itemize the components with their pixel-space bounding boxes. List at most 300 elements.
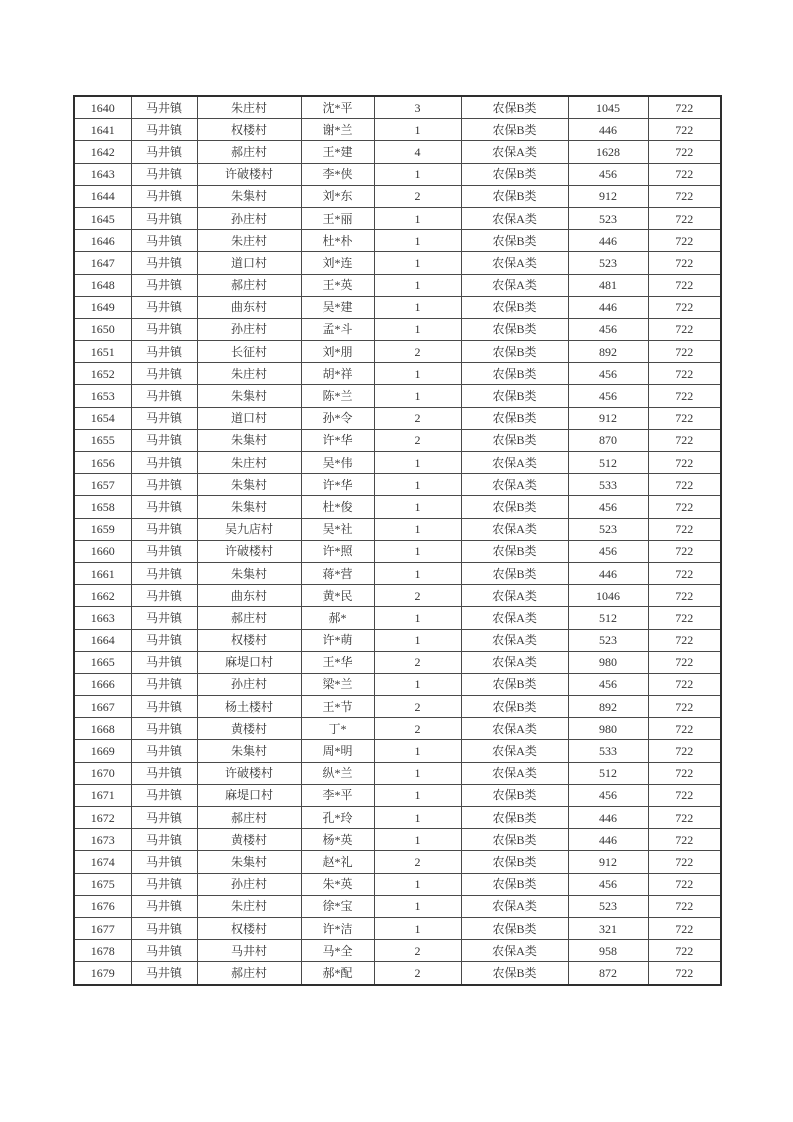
cell-code: 722 — [648, 230, 721, 252]
cell-amount: 980 — [568, 651, 648, 673]
cell-count: 1 — [374, 784, 461, 806]
cell-count: 1 — [374, 740, 461, 762]
cell-count: 2 — [374, 696, 461, 718]
cell-serial: 1641 — [74, 119, 131, 141]
cell-code: 722 — [648, 163, 721, 185]
cell-village: 郝庄村 — [197, 274, 301, 296]
cell-town: 马井镇 — [131, 274, 197, 296]
cell-amount: 456 — [568, 540, 648, 562]
cell-category: 农保A类 — [461, 607, 568, 629]
cell-serial: 1643 — [74, 163, 131, 185]
cell-name: 马*全 — [301, 940, 374, 962]
cell-code: 722 — [648, 318, 721, 340]
cell-village: 朱集村 — [197, 385, 301, 407]
cell-town: 马井镇 — [131, 363, 197, 385]
table-row — [74, 496, 721, 518]
cell-serial: 1646 — [74, 230, 131, 252]
cell-category: 农保B类 — [461, 673, 568, 695]
cell-amount: 456 — [568, 784, 648, 806]
cell-code: 722 — [648, 562, 721, 584]
cell-village: 孙庄村 — [197, 207, 301, 229]
cell-count: 1 — [374, 673, 461, 695]
cell-town: 马井镇 — [131, 163, 197, 185]
cell-serial: 1656 — [74, 452, 131, 474]
cell-town: 马井镇 — [131, 851, 197, 873]
cell-name: 梁*兰 — [301, 673, 374, 695]
cell-serial: 1664 — [74, 629, 131, 651]
cell-name: 王*华 — [301, 651, 374, 673]
cell-amount: 912 — [568, 407, 648, 429]
cell-code: 722 — [648, 917, 721, 939]
cell-amount: 523 — [568, 629, 648, 651]
cell-town: 马井镇 — [131, 740, 197, 762]
cell-amount: 321 — [568, 917, 648, 939]
cell-name: 周*明 — [301, 740, 374, 762]
cell-name: 吴*伟 — [301, 452, 374, 474]
cell-serial: 1674 — [74, 851, 131, 873]
cell-serial: 1645 — [74, 207, 131, 229]
cell-count: 1 — [374, 230, 461, 252]
cell-amount: 892 — [568, 341, 648, 363]
cell-village: 郝庄村 — [197, 607, 301, 629]
cell-amount: 870 — [568, 429, 648, 451]
cell-code: 722 — [648, 407, 721, 429]
table-row — [74, 429, 721, 451]
cell-village: 曲东村 — [197, 585, 301, 607]
cell-amount: 446 — [568, 829, 648, 851]
table-row — [74, 895, 721, 917]
cell-code: 722 — [648, 385, 721, 407]
cell-category: 农保B类 — [461, 318, 568, 340]
cell-name: 王*丽 — [301, 207, 374, 229]
cell-category: 农保A类 — [461, 740, 568, 762]
cell-town: 马井镇 — [131, 829, 197, 851]
table-row — [74, 163, 721, 185]
cell-town: 马井镇 — [131, 562, 197, 584]
cell-village: 权楼村 — [197, 917, 301, 939]
table-row — [74, 385, 721, 407]
table-row — [74, 873, 721, 895]
cell-category: 农保A类 — [461, 252, 568, 274]
cell-amount: 446 — [568, 230, 648, 252]
table-row — [74, 318, 721, 340]
cell-category: 农保B类 — [461, 296, 568, 318]
cell-village: 麻堤口村 — [197, 784, 301, 806]
cell-category: 农保A类 — [461, 940, 568, 962]
cell-category: 农保B类 — [461, 429, 568, 451]
cell-village: 朱庄村 — [197, 895, 301, 917]
cell-village: 朱集村 — [197, 429, 301, 451]
cell-village: 郝庄村 — [197, 141, 301, 163]
cell-count: 2 — [374, 851, 461, 873]
cell-amount: 512 — [568, 762, 648, 784]
cell-amount: 456 — [568, 496, 648, 518]
cell-name: 李*平 — [301, 784, 374, 806]
cell-code: 722 — [648, 429, 721, 451]
cell-count: 1 — [374, 629, 461, 651]
cell-town: 马井镇 — [131, 940, 197, 962]
table-row — [74, 518, 721, 540]
cell-code: 722 — [648, 296, 721, 318]
cell-serial: 1663 — [74, 607, 131, 629]
cell-count: 1 — [374, 274, 461, 296]
cell-count: 1 — [374, 762, 461, 784]
cell-village: 孙庄村 — [197, 673, 301, 695]
table-row — [74, 651, 721, 673]
cell-name: 孟*斗 — [301, 318, 374, 340]
cell-name: 沈*平 — [301, 96, 374, 119]
cell-name: 李*侠 — [301, 163, 374, 185]
cell-code: 722 — [648, 119, 721, 141]
cell-village: 朱集村 — [197, 562, 301, 584]
cell-code: 722 — [648, 341, 721, 363]
cell-amount: 512 — [568, 607, 648, 629]
cell-town: 马井镇 — [131, 96, 197, 119]
table-row — [74, 185, 721, 207]
cell-amount: 980 — [568, 718, 648, 740]
cell-town: 马井镇 — [131, 651, 197, 673]
cell-serial: 1649 — [74, 296, 131, 318]
records-table — [73, 95, 722, 986]
cell-category: 农保B类 — [461, 917, 568, 939]
table-row — [74, 940, 721, 962]
cell-village: 郝庄村 — [197, 962, 301, 985]
cell-count: 1 — [374, 807, 461, 829]
cell-code: 722 — [648, 207, 721, 229]
cell-amount: 533 — [568, 474, 648, 496]
cell-village: 孙庄村 — [197, 873, 301, 895]
cell-name: 郝*配 — [301, 962, 374, 985]
cell-serial: 1655 — [74, 429, 131, 451]
cell-village: 道口村 — [197, 252, 301, 274]
cell-serial: 1650 — [74, 318, 131, 340]
cell-serial: 1666 — [74, 673, 131, 695]
cell-category: 农保B类 — [461, 562, 568, 584]
cell-category: 农保B类 — [461, 230, 568, 252]
cell-category: 农保A类 — [461, 452, 568, 474]
cell-category: 农保B类 — [461, 873, 568, 895]
cell-village: 吴九店村 — [197, 518, 301, 540]
cell-name: 赵*礼 — [301, 851, 374, 873]
cell-amount: 446 — [568, 119, 648, 141]
cell-name: 孔*玲 — [301, 807, 374, 829]
cell-code: 722 — [648, 585, 721, 607]
cell-amount: 523 — [568, 207, 648, 229]
table-row — [74, 807, 721, 829]
cell-code: 722 — [648, 829, 721, 851]
cell-town: 马井镇 — [131, 873, 197, 895]
cell-count: 1 — [374, 540, 461, 562]
cell-town: 马井镇 — [131, 385, 197, 407]
cell-name: 孙*令 — [301, 407, 374, 429]
table-row — [74, 585, 721, 607]
cell-village: 麻堤口村 — [197, 651, 301, 673]
cell-count: 1 — [374, 562, 461, 584]
cell-amount: 446 — [568, 562, 648, 584]
cell-name: 胡*祥 — [301, 363, 374, 385]
cell-count: 2 — [374, 185, 461, 207]
cell-village: 许破楼村 — [197, 540, 301, 562]
table-row — [74, 740, 721, 762]
table-row — [74, 829, 721, 851]
cell-serial: 1651 — [74, 341, 131, 363]
cell-count: 1 — [374, 917, 461, 939]
cell-code: 722 — [648, 629, 721, 651]
cell-count: 2 — [374, 718, 461, 740]
cell-count: 2 — [374, 585, 461, 607]
cell-code: 722 — [648, 607, 721, 629]
cell-serial: 1662 — [74, 585, 131, 607]
cell-code: 722 — [648, 673, 721, 695]
cell-amount: 456 — [568, 318, 648, 340]
cell-category: 农保B类 — [461, 163, 568, 185]
cell-category: 农保A类 — [461, 207, 568, 229]
cell-name: 刘*朋 — [301, 341, 374, 363]
table-row — [74, 851, 721, 873]
cell-village: 郝庄村 — [197, 807, 301, 829]
cell-town: 马井镇 — [131, 917, 197, 939]
cell-code: 722 — [648, 807, 721, 829]
cell-village: 黄楼村 — [197, 829, 301, 851]
cell-serial: 1667 — [74, 696, 131, 718]
cell-count: 1 — [374, 119, 461, 141]
cell-code: 722 — [648, 452, 721, 474]
cell-name: 朱*英 — [301, 873, 374, 895]
cell-category: 农保A类 — [461, 651, 568, 673]
cell-amount: 456 — [568, 385, 648, 407]
table-row — [74, 296, 721, 318]
cell-village: 马井村 — [197, 940, 301, 962]
table-row — [74, 207, 721, 229]
cell-amount: 446 — [568, 807, 648, 829]
cell-amount: 456 — [568, 673, 648, 695]
cell-town: 马井镇 — [131, 429, 197, 451]
cell-village: 权楼村 — [197, 119, 301, 141]
cell-count: 1 — [374, 385, 461, 407]
cell-count: 2 — [374, 962, 461, 985]
cell-category: 农保A类 — [461, 585, 568, 607]
cell-category: 农保B类 — [461, 185, 568, 207]
cell-village: 朱庄村 — [197, 452, 301, 474]
cell-amount: 912 — [568, 851, 648, 873]
cell-name: 杜*俊 — [301, 496, 374, 518]
cell-count: 1 — [374, 474, 461, 496]
cell-code: 722 — [648, 496, 721, 518]
cell-code: 722 — [648, 962, 721, 985]
cell-serial: 1671 — [74, 784, 131, 806]
table-row — [74, 673, 721, 695]
cell-code: 722 — [648, 718, 721, 740]
cell-count: 2 — [374, 651, 461, 673]
table-row — [74, 540, 721, 562]
cell-serial: 1642 — [74, 141, 131, 163]
cell-amount: 481 — [568, 274, 648, 296]
cell-serial: 1659 — [74, 518, 131, 540]
cell-town: 马井镇 — [131, 518, 197, 540]
cell-town: 马井镇 — [131, 895, 197, 917]
cell-town: 马井镇 — [131, 540, 197, 562]
cell-serial: 1672 — [74, 807, 131, 829]
cell-amount: 456 — [568, 163, 648, 185]
cell-town: 马井镇 — [131, 341, 197, 363]
cell-category: 农保B类 — [461, 851, 568, 873]
cell-category: 农保B类 — [461, 119, 568, 141]
cell-count: 1 — [374, 163, 461, 185]
cell-count: 1 — [374, 452, 461, 474]
cell-town: 马井镇 — [131, 762, 197, 784]
cell-name: 纵*兰 — [301, 762, 374, 784]
cell-code: 722 — [648, 185, 721, 207]
cell-village: 杨土楼村 — [197, 696, 301, 718]
cell-town: 马井镇 — [131, 673, 197, 695]
cell-village: 朱集村 — [197, 740, 301, 762]
cell-code: 722 — [648, 141, 721, 163]
cell-code: 722 — [648, 940, 721, 962]
cell-name: 许*萌 — [301, 629, 374, 651]
cell-code: 722 — [648, 363, 721, 385]
cell-count: 2 — [374, 429, 461, 451]
cell-category: 农保A类 — [461, 718, 568, 740]
cell-count: 2 — [374, 407, 461, 429]
cell-category: 农保A类 — [461, 518, 568, 540]
cell-code: 722 — [648, 96, 721, 119]
cell-code: 722 — [648, 895, 721, 917]
cell-name: 杜*朴 — [301, 230, 374, 252]
cell-serial: 1652 — [74, 363, 131, 385]
cell-code: 722 — [648, 474, 721, 496]
cell-category: 农保B类 — [461, 341, 568, 363]
cell-code: 722 — [648, 873, 721, 895]
cell-code: 722 — [648, 274, 721, 296]
table-row — [74, 452, 721, 474]
cell-town: 马井镇 — [131, 296, 197, 318]
cell-town: 马井镇 — [131, 185, 197, 207]
cell-count: 4 — [374, 141, 461, 163]
table-row — [74, 696, 721, 718]
cell-category: 农保A类 — [461, 762, 568, 784]
table-body — [74, 96, 721, 985]
cell-category: 农保B类 — [461, 407, 568, 429]
cell-village: 长征村 — [197, 341, 301, 363]
cell-code: 722 — [648, 740, 721, 762]
cell-name: 许*照 — [301, 540, 374, 562]
cell-town: 马井镇 — [131, 696, 197, 718]
cell-serial: 1678 — [74, 940, 131, 962]
table-row — [74, 762, 721, 784]
cell-amount: 523 — [568, 895, 648, 917]
cell-serial: 1661 — [74, 562, 131, 584]
cell-serial: 1640 — [74, 96, 131, 119]
cell-name: 许*洁 — [301, 917, 374, 939]
cell-name: 王*节 — [301, 696, 374, 718]
cell-category: 农保B类 — [461, 829, 568, 851]
cell-amount: 912 — [568, 185, 648, 207]
table-row — [74, 96, 721, 119]
cell-town: 马井镇 — [131, 474, 197, 496]
cell-serial: 1673 — [74, 829, 131, 851]
cell-category: 农保B类 — [461, 96, 568, 119]
cell-category: 农保A类 — [461, 274, 568, 296]
table-row — [74, 917, 721, 939]
cell-amount: 512 — [568, 452, 648, 474]
table-row — [74, 119, 721, 141]
cell-town: 马井镇 — [131, 318, 197, 340]
cell-name: 郝* — [301, 607, 374, 629]
cell-town: 马井镇 — [131, 962, 197, 985]
cell-amount: 892 — [568, 696, 648, 718]
table-row — [74, 407, 721, 429]
cell-town: 马井镇 — [131, 496, 197, 518]
cell-category: 农保A类 — [461, 141, 568, 163]
cell-code: 722 — [648, 252, 721, 274]
cell-name: 蒋*营 — [301, 562, 374, 584]
table-row — [74, 474, 721, 496]
cell-village: 道口村 — [197, 407, 301, 429]
cell-amount: 1628 — [568, 141, 648, 163]
cell-town: 马井镇 — [131, 607, 197, 629]
cell-town: 马井镇 — [131, 807, 197, 829]
cell-name: 刘*连 — [301, 252, 374, 274]
cell-village: 朱庄村 — [197, 230, 301, 252]
cell-serial: 1647 — [74, 252, 131, 274]
cell-amount: 958 — [568, 940, 648, 962]
cell-count: 1 — [374, 496, 461, 518]
table-row — [74, 141, 721, 163]
cell-serial: 1668 — [74, 718, 131, 740]
cell-amount: 872 — [568, 962, 648, 985]
cell-serial: 1660 — [74, 540, 131, 562]
cell-village: 许破楼村 — [197, 163, 301, 185]
cell-amount: 446 — [568, 296, 648, 318]
cell-name: 吴*社 — [301, 518, 374, 540]
cell-serial: 1658 — [74, 496, 131, 518]
cell-code: 722 — [648, 518, 721, 540]
cell-category: 农保B类 — [461, 363, 568, 385]
cell-name: 徐*宝 — [301, 895, 374, 917]
table-row — [74, 230, 721, 252]
cell-town: 马井镇 — [131, 407, 197, 429]
cell-name: 刘*东 — [301, 185, 374, 207]
cell-count: 1 — [374, 318, 461, 340]
cell-count: 1 — [374, 252, 461, 274]
cell-town: 马井镇 — [131, 119, 197, 141]
table-row — [74, 784, 721, 806]
cell-category: 农保B类 — [461, 696, 568, 718]
cell-category: 农保A类 — [461, 629, 568, 651]
cell-village: 曲东村 — [197, 296, 301, 318]
cell-serial: 1669 — [74, 740, 131, 762]
cell-village: 朱集村 — [197, 496, 301, 518]
cell-amount: 533 — [568, 740, 648, 762]
cell-amount: 523 — [568, 252, 648, 274]
cell-serial: 1676 — [74, 895, 131, 917]
cell-serial: 1670 — [74, 762, 131, 784]
cell-serial: 1648 — [74, 274, 131, 296]
cell-count: 1 — [374, 518, 461, 540]
cell-count: 1 — [374, 363, 461, 385]
cell-category: 农保A类 — [461, 895, 568, 917]
cell-serial: 1654 — [74, 407, 131, 429]
cell-town: 马井镇 — [131, 784, 197, 806]
cell-count: 2 — [374, 940, 461, 962]
cell-amount: 523 — [568, 518, 648, 540]
table-row — [74, 562, 721, 584]
table-row — [74, 718, 721, 740]
cell-serial: 1665 — [74, 651, 131, 673]
cell-amount: 456 — [568, 873, 648, 895]
cell-serial: 1675 — [74, 873, 131, 895]
cell-name: 王*建 — [301, 141, 374, 163]
